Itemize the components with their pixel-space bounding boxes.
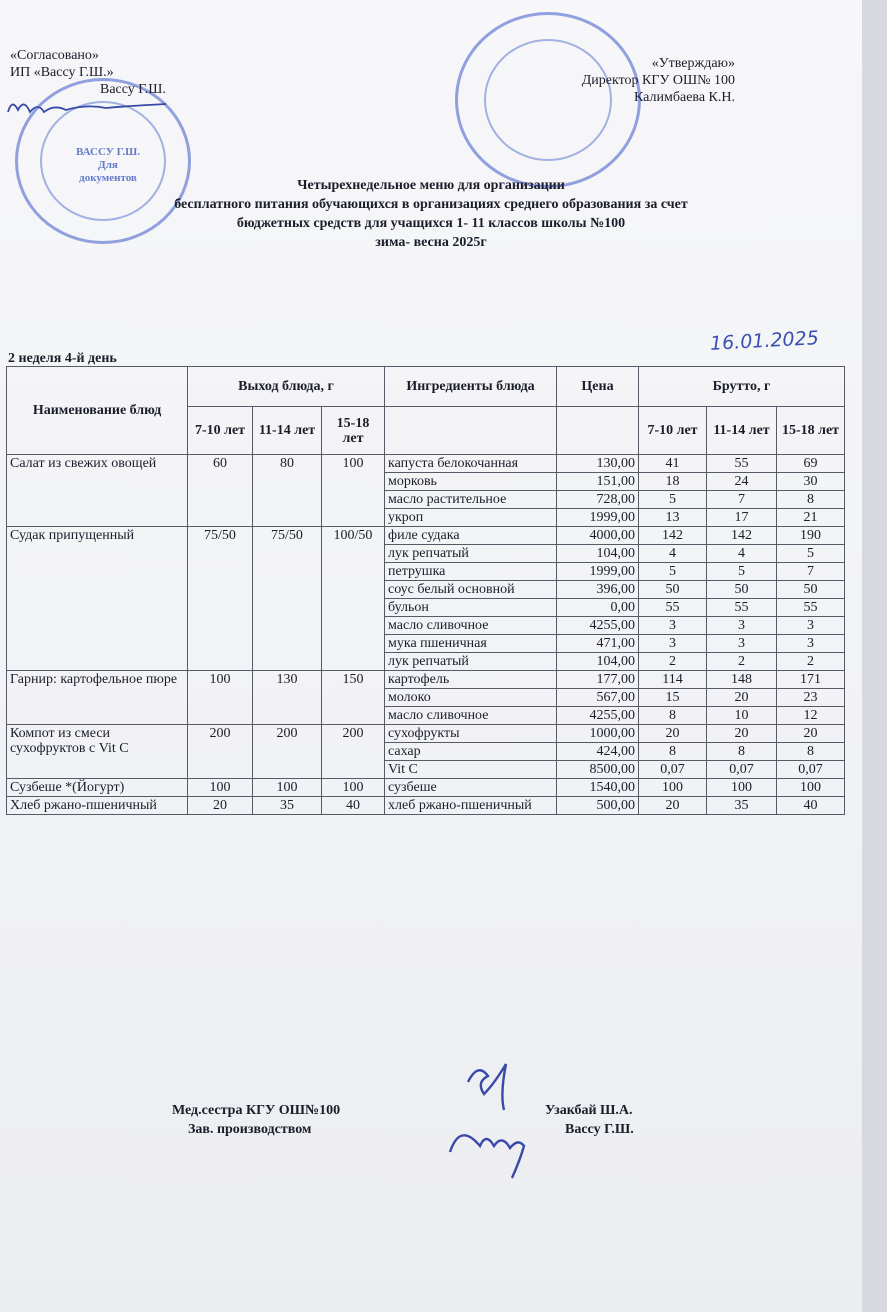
brutto-age3-cell: 5 [777, 545, 845, 563]
brutto-age1-cell: 55 [639, 599, 707, 617]
brutto-age1-cell: 0,07 [639, 761, 707, 779]
brutto-age1-cell: 41 [639, 455, 707, 473]
ingredient-cell: бульон [385, 599, 557, 617]
brutto-age3-cell: 55 [777, 599, 845, 617]
brutto-age3-cell: 50 [777, 581, 845, 599]
output-age3-cell: 100 [322, 779, 385, 797]
brutto-age1-cell: 8 [639, 743, 707, 761]
brutto-age2-cell: 55 [707, 455, 777, 473]
price-cell: 4000,00 [557, 527, 639, 545]
ingredient-cell: соус белый основной [385, 581, 557, 599]
brutto-age3-cell: 8 [777, 743, 845, 761]
dish-name-cell: Компот из смеси сухофруктов с Vit C [7, 725, 188, 779]
page-edge [862, 0, 887, 1312]
ingredient-cell: хлеб ржано-пшеничный [385, 797, 557, 815]
output-age2-cell: 80 [253, 455, 322, 527]
brutto-age3-cell: 100 [777, 779, 845, 797]
brutto-age3-cell: 21 [777, 509, 845, 527]
menu-table-body [7, 455, 845, 815]
ingredient-cell: масло сливочное [385, 617, 557, 635]
ingredient-cell: сухофрукты [385, 725, 557, 743]
header-ingredients: Ингредиенты блюда [385, 367, 557, 407]
brutto-age3-cell: 23 [777, 689, 845, 707]
header-brutto-age3: 15-18 лет [777, 407, 845, 455]
brutto-age2-cell: 17 [707, 509, 777, 527]
header-price: Цена [557, 367, 639, 407]
brutto-age1-cell: 114 [639, 671, 707, 689]
title-line4: зима- весна 2025г [375, 235, 487, 250]
output-age3-cell: 200 [322, 725, 385, 779]
brutto-age1-cell: 142 [639, 527, 707, 545]
menu-table [6, 366, 845, 815]
price-cell: 4255,00 [557, 707, 639, 725]
header-empty-price [557, 407, 639, 455]
brutto-age1-cell: 3 [639, 635, 707, 653]
brutto-age2-cell: 2 [707, 653, 777, 671]
brutto-age1-cell: 5 [639, 563, 707, 581]
ingredient-cell: укроп [385, 509, 557, 527]
brutto-age1-cell: 15 [639, 689, 707, 707]
price-cell: 4255,00 [557, 617, 639, 635]
output-age3-cell: 100/50 [322, 527, 385, 671]
brutto-age3-cell: 8 [777, 491, 845, 509]
table-row [7, 671, 845, 689]
price-cell: 130,00 [557, 455, 639, 473]
ingredient-cell: лук репчатый [385, 545, 557, 563]
brutto-age2-cell: 7 [707, 491, 777, 509]
header-output-age1: 7-10 лет [188, 407, 253, 455]
brutto-age2-cell: 20 [707, 689, 777, 707]
price-cell: 424,00 [557, 743, 639, 761]
price-cell: 8500,00 [557, 761, 639, 779]
ingredient-cell: морковь [385, 473, 557, 491]
footer-position-nurse: Мед.сестра КГУ ОШ№100 [172, 1103, 341, 1118]
table-row [7, 725, 845, 743]
ingredient-cell: сузбеше [385, 779, 557, 797]
brutto-age1-cell: 50 [639, 581, 707, 599]
dish-name-cell: Сузбеше *(Йогурт) [7, 779, 188, 797]
table-row [7, 455, 845, 473]
handwritten-date: 16.01.2025 [709, 327, 820, 355]
brutto-age3-cell: 69 [777, 455, 845, 473]
approval-right-line2: Директор КГУ ОШ№ 100 [581, 73, 735, 88]
header-brutto: Брутто, г [639, 367, 845, 407]
price-cell: 0,00 [557, 599, 639, 617]
header-dish-name: Наименование блюд [7, 367, 188, 455]
approval-left-line1: «Согласовано» [10, 48, 99, 63]
brutto-age2-cell: 50 [707, 581, 777, 599]
dish-name-cell: Гарнир: картофельное пюре [7, 671, 188, 725]
title-line3: бюджетных средств для учащихся 1- 11 классов школы №100 [236, 216, 626, 231]
price-cell: 177,00 [557, 671, 639, 689]
header-brutto-age1: 7-10 лет [639, 407, 707, 455]
ingredient-cell: лук репчатый [385, 653, 557, 671]
ingredient-cell: филе судака [385, 527, 557, 545]
header-output-age2: 11-14 лет [253, 407, 322, 455]
ingredient-cell: мука пшеничная [385, 635, 557, 653]
dish-name-cell: Салат из свежих овощей [7, 455, 188, 527]
brutto-age3-cell: 190 [777, 527, 845, 545]
output-age3-cell: 150 [322, 671, 385, 725]
header-empty-ingredients [385, 407, 557, 455]
brutto-age3-cell: 12 [777, 707, 845, 725]
brutto-age2-cell: 142 [707, 527, 777, 545]
footer-name-manager: Вассу Г.Ш. [565, 1122, 634, 1137]
brutto-age1-cell: 2 [639, 653, 707, 671]
price-cell: 500,00 [557, 797, 639, 815]
handwritten-signature-left [0, 88, 170, 128]
price-cell: 104,00 [557, 545, 639, 563]
price-cell: 567,00 [557, 689, 639, 707]
brutto-age3-cell: 20 [777, 725, 845, 743]
header-output-age3: 15-18 лет [322, 407, 385, 455]
header-brutto-age2: 11-14 лет [707, 407, 777, 455]
seal-stamp-text: ВАССУ Г.Ш. Для документов [76, 146, 140, 184]
brutto-age2-cell: 148 [707, 671, 777, 689]
output-age3-cell: 40 [322, 797, 385, 815]
header-output: Выход блюда, г [188, 367, 385, 407]
ingredient-cell: капуста белокочанная [385, 455, 557, 473]
price-cell: 151,00 [557, 473, 639, 491]
output-age2-cell: 200 [253, 725, 322, 779]
brutto-age2-cell: 5 [707, 563, 777, 581]
brutto-age2-cell: 8 [707, 743, 777, 761]
dish-name-cell: Хлеб ржано-пшеничный [7, 797, 188, 815]
title-line2: бесплатного питания обучающихся в организациях среднего образования за счет [174, 197, 688, 212]
brutto-age2-cell: 20 [707, 725, 777, 743]
brutto-age3-cell: 3 [777, 617, 845, 635]
table-row [7, 779, 845, 797]
table-row [7, 527, 845, 545]
brutto-age1-cell: 5 [639, 491, 707, 509]
brutto-age2-cell: 35 [707, 797, 777, 815]
dish-name-cell: Судак припущенный [7, 527, 188, 671]
price-cell: 1000,00 [557, 725, 639, 743]
brutto-age3-cell: 7 [777, 563, 845, 581]
footer-positions [172, 1101, 340, 1139]
document-title [0, 176, 862, 252]
handwritten-signature [410, 1040, 550, 1180]
brutto-age1-cell: 13 [639, 509, 707, 527]
ingredient-cell: картофель [385, 671, 557, 689]
brutto-age2-cell: 4 [707, 545, 777, 563]
brutto-age1-cell: 100 [639, 779, 707, 797]
table-row [7, 797, 845, 815]
approval-right-line1: «Утверждаю» [651, 56, 735, 71]
footer-names [545, 1101, 634, 1139]
footer-name-nurse: Узакбай Ш.А. [545, 1103, 633, 1118]
output-age1-cell: 100 [188, 671, 253, 725]
brutto-age2-cell: 0,07 [707, 761, 777, 779]
brutto-age2-cell: 3 [707, 635, 777, 653]
brutto-age3-cell: 2 [777, 653, 845, 671]
brutto-age1-cell: 8 [639, 707, 707, 725]
output-age2-cell: 75/50 [253, 527, 322, 671]
brutto-age1-cell: 4 [639, 545, 707, 563]
approval-right-line3: Калимбаева К.Н. [634, 90, 735, 105]
approval-block-right [555, 55, 735, 106]
price-cell: 396,00 [557, 581, 639, 599]
output-age2-cell: 100 [253, 779, 322, 797]
approval-left-line2: ИП «Вассу Г.Ш.» [10, 65, 114, 80]
output-age1-cell: 200 [188, 725, 253, 779]
price-cell: 471,00 [557, 635, 639, 653]
price-cell: 1540,00 [557, 779, 639, 797]
price-cell: 728,00 [557, 491, 639, 509]
price-cell: 104,00 [557, 653, 639, 671]
brutto-age1-cell: 3 [639, 617, 707, 635]
output-age3-cell: 100 [322, 455, 385, 527]
ingredient-cell: сахар [385, 743, 557, 761]
output-age1-cell: 20 [188, 797, 253, 815]
ingredient-cell: Vit C [385, 761, 557, 779]
brutto-age2-cell: 3 [707, 617, 777, 635]
ingredient-cell: масло растительное [385, 491, 557, 509]
brutto-age3-cell: 171 [777, 671, 845, 689]
price-cell: 1999,00 [557, 509, 639, 527]
approval-left-line3: Вассу Г.Ш. [100, 82, 166, 97]
brutto-age1-cell: 18 [639, 473, 707, 491]
brutto-age3-cell: 40 [777, 797, 845, 815]
output-age2-cell: 35 [253, 797, 322, 815]
brutto-age3-cell: 30 [777, 473, 845, 491]
price-cell: 1999,00 [557, 563, 639, 581]
brutto-age3-cell: 3 [777, 635, 845, 653]
ingredient-cell: петрушка [385, 563, 557, 581]
brutto-age2-cell: 24 [707, 473, 777, 491]
title-line1: Четырехнедельное меню для организации [297, 178, 565, 193]
output-age1-cell: 75/50 [188, 527, 253, 671]
output-age2-cell: 130 [253, 671, 322, 725]
output-age1-cell: 100 [188, 779, 253, 797]
ingredient-cell: масло сливочное [385, 707, 557, 725]
brutto-age2-cell: 100 [707, 779, 777, 797]
brutto-age1-cell: 20 [639, 725, 707, 743]
ingredient-cell: молоко [385, 689, 557, 707]
brutto-age2-cell: 10 [707, 707, 777, 725]
brutto-age1-cell: 20 [639, 797, 707, 815]
brutto-age3-cell: 0,07 [777, 761, 845, 779]
week-label: 2 неделя 4-й день [8, 351, 117, 366]
footer-position-manager: Зав. производством [188, 1122, 312, 1137]
output-age1-cell: 60 [188, 455, 253, 527]
brutto-age2-cell: 55 [707, 599, 777, 617]
